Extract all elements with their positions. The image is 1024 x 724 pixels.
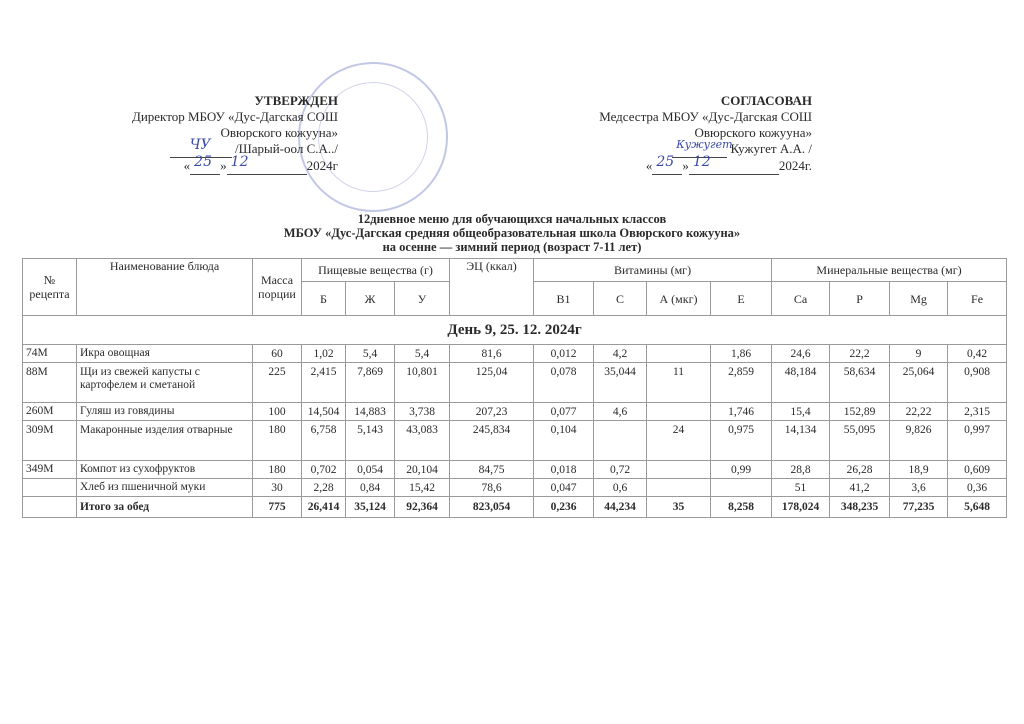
cell-recipe: 309М — [23, 421, 77, 461]
cell-vitamin-b1: 0,077 — [534, 403, 594, 421]
cell-energy: 245,834 — [450, 421, 534, 461]
cell-energy: 84,75 — [450, 461, 534, 479]
approved-title: УТВЕРЖДЕН — [254, 93, 338, 108]
cell-vitamin-a — [647, 345, 711, 363]
header-vitamin-b1: В1 — [534, 282, 594, 316]
cell-protein: 2,28 — [302, 479, 346, 497]
cell-magnesium: 25,064 — [890, 363, 948, 403]
approved-line2: Овюрского кожууна» — [220, 125, 338, 140]
cell-calcium: 15,4 — [772, 403, 830, 421]
cell-vitamin-e: 2,859 — [711, 363, 772, 403]
cell-iron: 0,997 — [948, 421, 1007, 461]
cell-phosphorus: 58,634 — [830, 363, 890, 403]
table-row — [23, 479, 1007, 497]
cell-recipe: 88М — [23, 363, 77, 403]
cell-protein: 26,414 — [302, 497, 346, 518]
cell-mass: 100 — [253, 403, 302, 421]
cell-vitamin-b1: 0,104 — [534, 421, 594, 461]
cell-fat: 35,124 — [346, 497, 395, 518]
cell-carbs: 5,4 — [395, 345, 450, 363]
cell-vitamin-b1: 0,236 — [534, 497, 594, 518]
approved-date — [80, 154, 338, 175]
table-row — [23, 403, 1007, 421]
cell-phosphorus: 152,89 — [830, 403, 890, 421]
header-vitamin-a: А (мкг) — [647, 282, 711, 316]
cell-carbs: 15,42 — [395, 479, 450, 497]
cell-calcium: 28,8 — [772, 461, 830, 479]
cell-vitamin-e: 0,975 — [711, 421, 772, 461]
document-heading — [0, 212, 1024, 254]
cell-vitamin-e: 0,99 — [711, 461, 772, 479]
cell-energy: 823,054 — [450, 497, 534, 518]
cell-dish: Итого за обед — [77, 497, 253, 518]
cell-carbs: 43,083 — [395, 421, 450, 461]
cell-mass: 30 — [253, 479, 302, 497]
cell-protein: 2,415 — [302, 363, 346, 403]
cell-recipe: 74М — [23, 345, 77, 363]
cell-magnesium: 3,6 — [890, 479, 948, 497]
cell-energy: 78,6 — [450, 479, 534, 497]
cell-vitamin-e — [711, 479, 772, 497]
header-vitamin-e: Е — [711, 282, 772, 316]
date-day-field — [190, 154, 220, 175]
date-quote-open: « — [645, 158, 653, 173]
agreed-line1: Медсестра МБОУ «Дус-Дагская СОШ — [599, 109, 812, 124]
table-row — [23, 421, 1007, 461]
cell-vitamin-a: 35 — [647, 497, 711, 518]
cell-carbs: 3,738 — [395, 403, 450, 421]
header-minerals: Минеральные вещества (мг) — [772, 259, 1007, 282]
cell-iron: 5,648 — [948, 497, 1007, 518]
cell-vitamin-c — [594, 421, 647, 461]
cell-vitamin-c: 0,6 — [594, 479, 647, 497]
approval-block-nurse — [540, 93, 812, 175]
day-label: День 9, 25. 12. 2024г — [23, 316, 1007, 345]
date-day-field — [652, 154, 682, 175]
cell-protein: 14,504 — [302, 403, 346, 421]
cell-protein: 6,758 — [302, 421, 346, 461]
cell-fat: 5,143 — [346, 421, 395, 461]
cell-dish: Щи из свежей капусты с картофелем и сметаной — [77, 363, 253, 403]
cell-energy: 81,6 — [450, 345, 534, 363]
header-vitamins: Витамины (мг) — [534, 259, 772, 282]
cell-iron: 0,609 — [948, 461, 1007, 479]
approved-line1: Директор МБОУ «Дус-Дагская СОШ — [131, 109, 338, 124]
cell-dish: Икра овощная — [77, 345, 253, 363]
agreed-signature-name: Кужугет А.А. / — [730, 141, 812, 156]
cell-iron: 0,36 — [948, 479, 1007, 497]
cell-magnesium: 9,826 — [890, 421, 948, 461]
table-row — [23, 363, 1007, 403]
cell-vitamin-a — [647, 403, 711, 421]
cell-phosphorus: 22,2 — [830, 345, 890, 363]
table-row — [23, 345, 1007, 363]
header-recipe: № рецепта — [23, 259, 77, 316]
cell-recipe — [23, 479, 77, 497]
date-month-field — [689, 154, 779, 175]
header-phosphorus: Р — [830, 282, 890, 316]
header-mass: Масса порции — [253, 259, 302, 316]
cell-phosphorus: 41,2 — [830, 479, 890, 497]
cell-calcium: 14,134 — [772, 421, 830, 461]
cell-dish: Хлеб из пшеничной муки — [77, 479, 253, 497]
agreed-date — [540, 154, 812, 175]
date-quote-close: » — [682, 158, 689, 173]
cell-calcium: 51 — [772, 479, 830, 497]
date-day: 25 — [656, 154, 675, 170]
header-nutrients: Пищевые вещества (г) — [302, 259, 450, 282]
cell-protein: 0,702 — [302, 461, 346, 479]
date-month: 12 — [692, 154, 711, 170]
cell-magnesium: 22,22 — [890, 403, 948, 421]
date-day: 25 — [194, 154, 212, 170]
table-row — [23, 461, 1007, 479]
header-calcium: Са — [772, 282, 830, 316]
cell-vitamin-b1: 0,012 — [534, 345, 594, 363]
signature-handwriting: ЧУ — [189, 137, 211, 153]
header-magnesium: Mg — [890, 282, 948, 316]
header-carbs: У — [395, 282, 450, 316]
header-energy: ЭЦ (ккал) — [450, 259, 534, 316]
cell-vitamin-b1: 0,078 — [534, 363, 594, 403]
cell-recipe: 349М — [23, 461, 77, 479]
cell-iron: 2,315 — [948, 403, 1007, 421]
cell-calcium: 48,184 — [772, 363, 830, 403]
cell-mass: 225 — [253, 363, 302, 403]
total-row — [23, 497, 1007, 518]
cell-vitamin-e: 1,746 — [711, 403, 772, 421]
cell-mass: 775 — [253, 497, 302, 518]
date-year: 2024г — [306, 158, 338, 173]
cell-mass: 60 — [253, 345, 302, 363]
cell-vitamin-a: 11 — [647, 363, 711, 403]
cell-vitamin-b1: 0,047 — [534, 479, 594, 497]
agreed-line2: Овюрского кожууна» — [694, 125, 812, 140]
cell-phosphorus: 55,095 — [830, 421, 890, 461]
cell-protein: 1,02 — [302, 345, 346, 363]
cell-vitamin-a — [647, 461, 711, 479]
cell-phosphorus: 348,235 — [830, 497, 890, 518]
cell-vitamin-c: 35,044 — [594, 363, 647, 403]
cell-vitamin-b1: 0,018 — [534, 461, 594, 479]
cell-iron: 0,908 — [948, 363, 1007, 403]
cell-dish: Компот из сухофруктов — [77, 461, 253, 479]
cell-vitamin-c: 4,2 — [594, 345, 647, 363]
date-quote-close: » — [220, 158, 227, 173]
cell-fat: 5,4 — [346, 345, 395, 363]
heading-line2: МБОУ «Дус-Дагская средняя общеобразовательная школа Овюрского кожууна» — [283, 226, 741, 240]
header-dish: Наименование блюда — [77, 259, 253, 316]
heading-line1: 12дневное меню для обучающихся начальных классов — [357, 212, 667, 226]
date-quote-open: « — [183, 158, 191, 173]
agreed-title: СОГЛАСОВАН — [720, 93, 812, 108]
cell-magnesium: 77,235 — [890, 497, 948, 518]
cell-fat: 7,869 — [346, 363, 395, 403]
cell-fat: 14,883 — [346, 403, 395, 421]
approved-signature-name: /Шарый-оол С.А../ — [234, 141, 338, 156]
cell-mass: 180 — [253, 421, 302, 461]
heading-line3: на осенне — зимний период (возраст 7-11 лет) — [382, 240, 642, 254]
cell-carbs: 20,104 — [395, 461, 450, 479]
cell-dish: Макаронные изделия отварные — [77, 421, 253, 461]
cell-calcium: 24,6 — [772, 345, 830, 363]
approval-block-director — [80, 93, 338, 175]
header-iron: Fe — [948, 282, 1007, 316]
date-year: 2024г. — [778, 158, 812, 173]
agreed-signature-line — [540, 138, 812, 158]
menu-table — [22, 258, 1007, 518]
cell-vitamin-e: 1,86 — [711, 345, 772, 363]
cell-recipe — [23, 497, 77, 518]
date-month: 12 — [230, 154, 249, 170]
cell-magnesium: 18,9 — [890, 461, 948, 479]
cell-vitamin-c: 0,72 — [594, 461, 647, 479]
cell-vitamin-a — [647, 479, 711, 497]
cell-carbs: 10,801 — [395, 363, 450, 403]
signature-handwriting: Кужугет — [676, 138, 733, 151]
cell-mass: 180 — [253, 461, 302, 479]
cell-calcium: 178,024 — [772, 497, 830, 518]
header-protein: Б — [302, 282, 346, 316]
cell-vitamin-a: 24 — [647, 421, 711, 461]
header-fat: Ж — [346, 282, 395, 316]
cell-dish: Гуляш из говядины — [77, 403, 253, 421]
date-month-field — [227, 154, 307, 175]
cell-energy: 207,23 — [450, 403, 534, 421]
cell-carbs: 92,364 — [395, 497, 450, 518]
cell-vitamin-c: 4,6 — [594, 403, 647, 421]
cell-recipe: 260М — [23, 403, 77, 421]
cell-vitamin-c: 44,234 — [594, 497, 647, 518]
cell-iron: 0,42 — [948, 345, 1007, 363]
cell-phosphorus: 26,28 — [830, 461, 890, 479]
cell-magnesium: 9 — [890, 345, 948, 363]
cell-energy: 125,04 — [450, 363, 534, 403]
cell-fat: 0,054 — [346, 461, 395, 479]
header-vitamin-c: С — [594, 282, 647, 316]
cell-fat: 0,84 — [346, 479, 395, 497]
cell-vitamin-e: 8,258 — [711, 497, 772, 518]
